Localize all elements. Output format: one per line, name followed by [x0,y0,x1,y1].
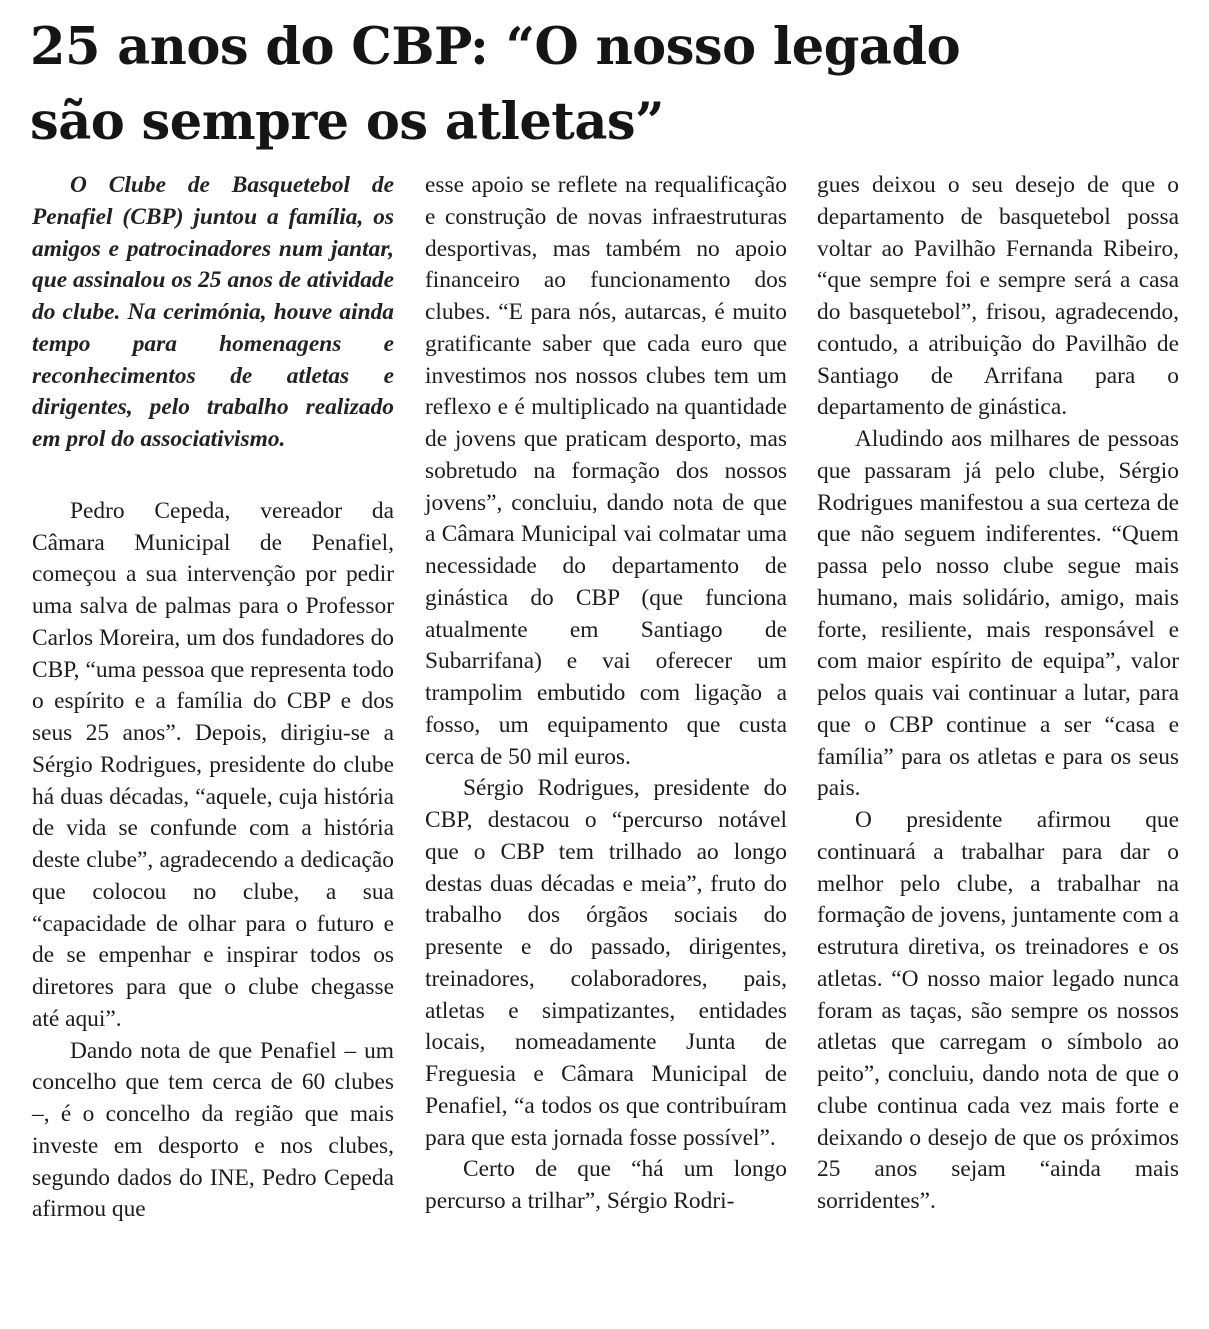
headline-line-2: são sempre os atletas” [30,92,664,152]
article-lead: O Clube de Basquetebol de Penafiel (CBP) juntou a família, os amigos e patrocinadores num jantar, que assinalou os 25 anos de atividade do clube. Na cerimónia, houve ainda tempo para homenagens e reconhecimentos de atletas e dirigentes, pelo trabalho realizado em prol do associativismo. [32,172,394,452]
column-2 [425,170,787,1218]
body-paragraph: Dando nota de que Penafiel – um concelho que tem cerca de 60 clubes –, é o concelho da região que mais investe em desporto e nos clubes, segundo dados do INE, Pedro Cepeda afirmou que [32,1037,394,1223]
body-paragraph: Sérgio Rodrigues, presidente do CBP, destacou o “percurso notável que o CBP tem trilhado ao longo destas duas décadas e meia”, fruto do trabalho dos órgãos sociais do presente e do passado, dirigentes, treinadores, colaboradores, pais, atletas e simpatizantes, entidades locais, nomeadamente Junta de Freguesia e Câmara Municipal de Penafiel, “a todos os que contribuíram para que esta jornada fosse possível”. [425,775,787,1151]
body-paragraph-continued: gues deixou o seu desejo de que o departamento de basquetebol possa voltar ao Pavilhão Fernanda Ribeiro, “que sempre foi e sempre será a casa do basquetebol”, frisou, agradecendo, contudo, a atribuição do Pavilhão de Santiago de Arrifana para o departamento de ginástica. [817,172,1179,421]
column-1 [32,170,394,1226]
body-paragraph: Certo de que “há um longo percurso a trilhar”, Sérgio Rodri- [425,1156,787,1214]
body-paragraph-continued: esse apoio se reflete na requalificação e construção de novas infraestruturas desportivas, mas também no apoio financeiro ao funcionamento dos clubes. “E para nós, autarcas, é muito gratificante saber que cada euro que investimos nos nossos clubes tem um reflexo e é multiplicado na quantidade de jovens que praticam desporto, mas sobretudo na formação dos nossos jovens”, concluiu, dando nota de que a Câmara Municipal vai colmatar uma necessidade do departamento de ginástica do CBP (que funciona atualmente em Santiago de Subarrifana) e vai oferecer um trampolim embutido com ligação a fosso, um equipamento que custa cerca de 50 mil euros. [425,172,787,770]
body-paragraph: O presidente afirmou que continuará a trabalhar para dar o melhor pelo clube, a trabalhar na formação de jovens, juntamente com a estrutura diretiva, os treinadores e os atletas. “O nosso maior legado nunca foram as taças, são sempre os nossos atletas que carregam o símbolo ao peito”, concluiu, dando nota de que o clube continua cada vez mais forte e deixando o desejo de que os próximos 25 anos sejam “ainda mais sorridentes”. [817,807,1179,1214]
headline-line-1: 25 anos do CBP: “O nosso legado [30,17,961,77]
column-3 [817,170,1179,1218]
body-paragraph: Pedro Cepeda, vereador da Câmara Municipal de Penafiel, começou a sua intervenção por pedir uma salva de palmas para o Professor Carlos Moreira, um dos fundadores do CBP, “uma pessoa que representa todo o espírito e a família do CBP e dos seus 25 anos”. Depois, dirigiu-se a Sérgio Rodrigues, presidente do clube há duas décadas, “aquele, cuja história de vida se confunde com a história deste clube”, agradecendo a dedicação que colocou no clube, a sua “capacidade de olhar para o futuro e de se empenhar e inspirar todos os diretores para que o clube chegasse até aqui”. [32,497,394,1032]
article-headline [30,10,1180,160]
body-paragraph: Aludindo aos milhares de pessoas que passaram já pelo clube, Sérgio Rodrigues manifestou a sua certeza de que não seguem indiferentes. “Quem passa pelo nosso clube segue mais humano, mais solidário, amigo, mais forte, resiliente, mais responsável e com maior espírito de equipa”, valor pelos quais vai continuar a lutar, para que o CBP continue a ser “casa e família” para os atletas e para os seus pais. [817,426,1179,802]
